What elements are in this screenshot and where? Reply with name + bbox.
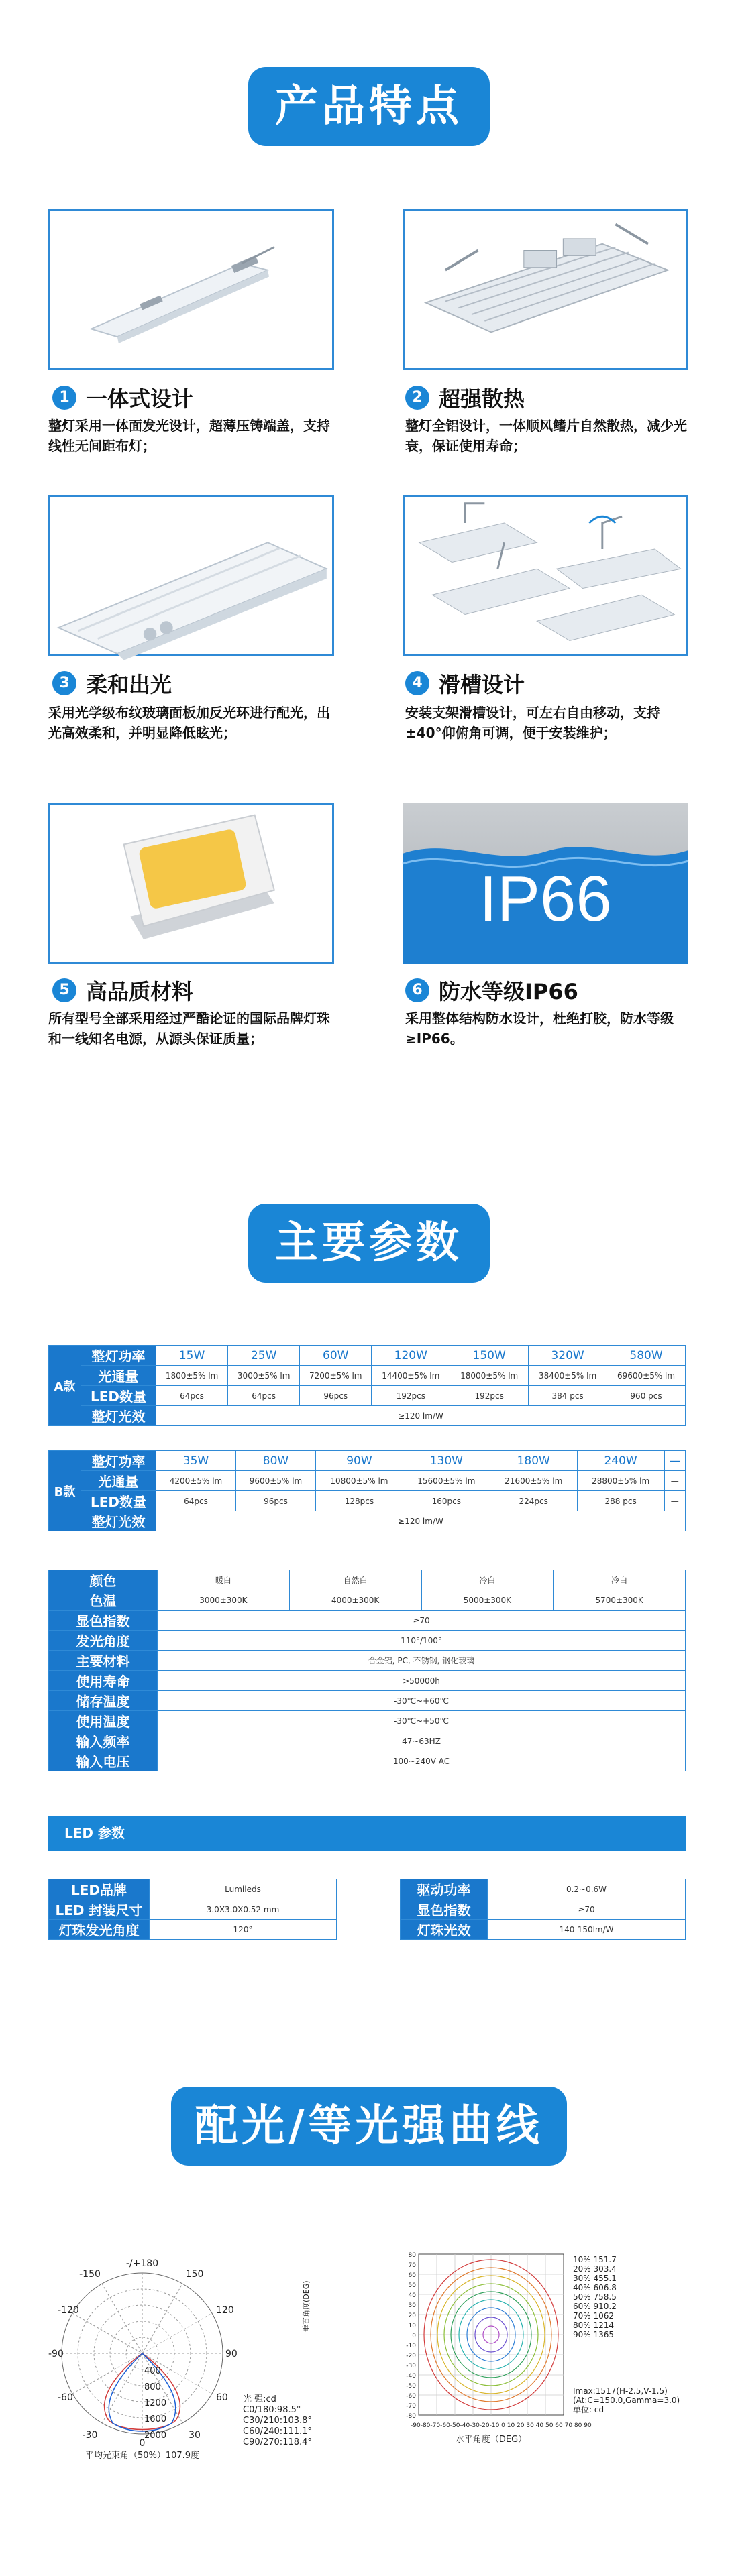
polar-angle-label: -90 <box>48 2349 64 2359</box>
polar-legend-item: C60/240:111.1° <box>243 2426 312 2437</box>
polar-angle-label: -120 <box>58 2305 79 2316</box>
feature-heading-6 <box>405 975 578 1006</box>
feature-image-integrated <box>48 209 334 370</box>
cell: 4200±5% lm <box>156 1471 236 1491</box>
cell: — <box>664 1451 685 1471</box>
feature-description-4: 安装支架滑槽设计，可左右自由移动，支持±40°仰俯角可调，便于安装维护； <box>405 705 660 741</box>
row-label: 输入电压 <box>49 1751 158 1771</box>
cell: >50000h <box>158 1671 686 1691</box>
cell: 150W <box>450 1346 529 1366</box>
feature-name: 高品质材料 <box>86 979 194 1004</box>
cell: 69600±5% lm <box>607 1366 686 1386</box>
feature-heading-3 <box>52 668 172 699</box>
cell: 15W <box>156 1346 228 1366</box>
spec-table-a <box>48 1345 686 1426</box>
cell: 320W <box>529 1346 607 1366</box>
cell: 0.2~0.6W <box>488 1879 686 1899</box>
feature-description-3: 采用光学级布纹玻璃面板加反光环进行配光，出光高效柔和，并明显降低眩光； <box>48 705 330 741</box>
polar-angle-label: 0 <box>139 2438 146 2449</box>
iso-legend-item: 30% 455.1 <box>573 2274 617 2283</box>
section-title-features: 产品特点 <box>248 67 490 146</box>
cell: 192pcs <box>372 1386 450 1406</box>
iso-legend-item: 50% 758.5 <box>573 2292 617 2302</box>
polar-radius-label: 800 <box>144 2382 161 2392</box>
cell: 128pcs <box>316 1491 403 1511</box>
cell: ≥120 lm/W <box>156 1511 686 1531</box>
feature-name: 超强散热 <box>439 386 525 412</box>
row-label: 储存温度 <box>49 1691 158 1711</box>
polar-angle-label: 120 <box>216 2305 234 2316</box>
polar-angle-label: 60 <box>216 2392 228 2403</box>
polar-radius-label: 1600 <box>144 2414 167 2424</box>
feature-number: 6 <box>405 978 429 1002</box>
cell: 合金铝, PC, 不锈钢, 钢化玻璃 <box>158 1651 686 1671</box>
feature-image-led-chip <box>48 803 334 964</box>
cell: 1800±5% lm <box>156 1366 228 1386</box>
feature-name: 一体式设计 <box>86 386 194 412</box>
cell: 120° <box>150 1920 337 1940</box>
feature-description-5: 所有型号全部采用经过严酷论证的国际品牌灯珠和一线知名电源，从源头保证质量； <box>48 1010 330 1047</box>
polar-angle-label: 90 <box>225 2349 238 2359</box>
feature-number: 2 <box>405 386 429 410</box>
table-side-label: B款 <box>49 1451 81 1531</box>
feature-heading-1 <box>52 382 193 413</box>
iso-y-tick: 80 <box>408 2252 416 2259</box>
cell: — <box>664 1471 685 1491</box>
iso-y-tick: 50 <box>408 2282 416 2289</box>
cell: 64pcs <box>228 1386 300 1406</box>
iso-info: (At:C=150.0,Gamma=3.0) <box>573 2396 680 2405</box>
cell: 224pcs <box>490 1491 577 1511</box>
cell: 140-150lm/W <box>488 1920 686 1940</box>
row-label: 使用温度 <box>49 1711 158 1731</box>
cell: 96pcs <box>236 1491 316 1511</box>
polar-legend-item: C90/270:118.4° <box>243 2437 312 2447</box>
cell: 64pcs <box>156 1491 236 1511</box>
feature-description-6: 采用整体结构防水设计，杜绝打胶，防水等级≥IP66。 <box>405 1010 674 1047</box>
feature-description-1: 整灯采用一体面发光设计，超薄压铸端盖，支持线性无间距布灯； <box>48 418 330 454</box>
row-label-led: LED数量 <box>81 1491 156 1511</box>
cell: 暖白 <box>158 1570 290 1590</box>
feature-name: 防水等级IP66 <box>439 979 578 1004</box>
cell: 21600±5% lm <box>490 1471 577 1491</box>
cell: 3.0X3.0X0.52 mm <box>150 1899 337 1920</box>
cell: 64pcs <box>156 1386 228 1406</box>
polar-angle-label: -60 <box>58 2392 73 2403</box>
iso-x-tick-labels: -90-80-70-60-50-40-30-20-10 0 10 20 30 40 50 60 70 80 90 <box>411 2422 592 2429</box>
ip66-label: IP66 <box>479 863 612 935</box>
cell: 3000±300K <box>158 1590 290 1611</box>
led-params-left <box>48 1879 337 1940</box>
row-label-flux: 光通量 <box>81 1366 156 1386</box>
row-label: 输入频率 <box>49 1731 158 1751</box>
polar-legend-item: 光 强:cd <box>243 2394 276 2404</box>
iso-info: 单位: cd <box>573 2405 604 2414</box>
row-label-efficacy: 整灯光效 <box>81 1511 156 1531</box>
iso-y-tick: 20 <box>408 2312 416 2319</box>
iso-y-tick: 30 <box>408 2302 416 2309</box>
feature-number: 1 <box>52 386 76 410</box>
polar-radius-label: 400 <box>144 2366 161 2376</box>
iso-y-tick: -40 <box>406 2373 416 2380</box>
section-title-curves: 配光/等光强曲线 <box>171 2087 567 2166</box>
iso-y-tick: -60 <box>406 2393 416 2400</box>
spec-table-b <box>48 1450 686 1531</box>
polar-radius-label: 1200 <box>144 2398 167 2408</box>
iso-y-tick: 60 <box>408 2272 416 2279</box>
iso-legend-item: 40% 606.8 <box>573 2283 617 2292</box>
iso-y-tick: -30 <box>406 2363 416 2369</box>
cell: 38400±5% lm <box>529 1366 607 1386</box>
row-label: 显色指数 <box>49 1611 158 1631</box>
row-label: LED品牌 <box>49 1879 150 1899</box>
section-title-params: 主要参数 <box>248 1204 490 1283</box>
spec-table-general <box>48 1570 686 1771</box>
led-params-right <box>400 1879 686 1940</box>
polar-angle-label: 150 <box>185 2269 204 2280</box>
cell: 120W <box>372 1346 450 1366</box>
cell: 10800±5% lm <box>316 1471 403 1491</box>
row-label-led: LED数量 <box>81 1386 156 1406</box>
row-label: 灯珠发光角度 <box>49 1920 150 1940</box>
cell: 288 pcs <box>577 1491 664 1511</box>
feature-image-soft-light <box>48 495 334 656</box>
feature-image-ip66 <box>403 803 688 964</box>
cell: 100~240V AC <box>158 1751 686 1771</box>
polar-angle-label: -150 <box>79 2269 101 2280</box>
iso-y-tick: -80 <box>406 2413 416 2420</box>
cell: 160pcs <box>403 1491 490 1511</box>
iso-legend-item: 20% 303.4 <box>573 2264 617 2274</box>
polar-angle-label: -30 <box>82 2430 98 2441</box>
row-label: 使用寿命 <box>49 1671 158 1691</box>
row-label-power: 整灯功率 <box>81 1346 156 1366</box>
feature-name: 柔和出光 <box>86 672 172 697</box>
polar-angle-label: -/+180 <box>125 2258 159 2269</box>
cell: 自然白 <box>289 1570 421 1590</box>
cell: 5700±300K <box>554 1590 686 1611</box>
iso-y-tick: 0 <box>412 2333 416 2339</box>
feature-heading-5 <box>52 975 193 1006</box>
cell: 80W <box>236 1451 316 1471</box>
row-label: 灯珠光效 <box>401 1920 488 1940</box>
feature-name: 滑槽设计 <box>439 672 525 697</box>
iso-y-tick: 70 <box>408 2262 416 2269</box>
feature-image-heat-dissipation <box>403 209 688 370</box>
polar-legend-item: C30/210:103.8° <box>243 2416 312 2426</box>
cell: 15600±5% lm <box>403 1471 490 1491</box>
cell: — <box>664 1491 685 1511</box>
polar-caption: 平均光束角（50%）107.9度 <box>85 2451 200 2461</box>
cell: 18000±5% lm <box>450 1366 529 1386</box>
iso-info: Imax:1517(H-2.5,V-1.5) <box>573 2386 668 2396</box>
cell: 冷白 <box>554 1570 686 1590</box>
cell: 7200±5% lm <box>300 1366 372 1386</box>
cell: 240W <box>577 1451 664 1471</box>
polar-light-distribution-diagram <box>48 2246 344 2461</box>
cell: 9600±5% lm <box>236 1471 316 1491</box>
iso-y-tick: 10 <box>408 2323 416 2329</box>
iso-legend-item: 90% 1365 <box>573 2330 615 2339</box>
cell: ≥70 <box>488 1899 686 1920</box>
cell: 冷白 <box>421 1570 554 1590</box>
cell: 5000±300K <box>421 1590 554 1611</box>
iso-legend-item: 70% 1062 <box>573 2311 615 2321</box>
isocandela-diagram <box>302 2246 719 2461</box>
iso-y-tick: -10 <box>406 2343 416 2349</box>
row-label-color: 颜色 <box>49 1570 158 1590</box>
cell: 96pcs <box>300 1386 372 1406</box>
cell: 3000±5% lm <box>228 1366 300 1386</box>
iso-legend-item: 80% 1214 <box>573 2321 615 2330</box>
iso-x-axis-label: 水平角度（DEG） <box>455 2435 527 2445</box>
cell: 25W <box>228 1346 300 1366</box>
table-side-label: A款 <box>49 1346 81 1426</box>
iso-y-tick: -20 <box>406 2353 416 2359</box>
led-params-title: LED 参数 <box>48 1816 686 1851</box>
row-label: 主要材料 <box>49 1651 158 1671</box>
row-label-flux: 光通量 <box>81 1471 156 1491</box>
polar-radius-label: 2000 <box>144 2431 167 2441</box>
cell: 47~63HZ <box>158 1731 686 1751</box>
feature-heading-4 <box>405 668 525 699</box>
cell: 960 pcs <box>607 1386 686 1406</box>
row-label: 驱动功率 <box>401 1879 488 1899</box>
iso-y-axis-label: 垂直角度(DEG) <box>302 2280 311 2332</box>
cell: 4000±300K <box>289 1590 421 1611</box>
feature-number: 3 <box>52 671 76 695</box>
iso-y-tick: 40 <box>408 2292 416 2299</box>
cell: 110°/100° <box>158 1631 686 1651</box>
row-label-cct: 色温 <box>49 1590 158 1611</box>
iso-y-tick: -70 <box>406 2403 416 2410</box>
cell: 90W <box>316 1451 403 1471</box>
cell: 28800±5% lm <box>577 1471 664 1491</box>
cell: 14400±5% lm <box>372 1366 450 1386</box>
iso-y-tick: -50 <box>406 2383 416 2390</box>
cell: Lumileds <box>150 1879 337 1899</box>
feature-number: 5 <box>52 978 76 1002</box>
cell: ≥70 <box>158 1611 686 1631</box>
cell: -30℃~+60℃ <box>158 1691 686 1711</box>
row-label: 发光角度 <box>49 1631 158 1651</box>
cell: 180W <box>490 1451 577 1471</box>
feature-image-slide-rail <box>403 495 688 656</box>
feature-description-2: 整灯全铝设计，一体顺风鳍片自然散热，减少光衰，保证使用寿命； <box>405 418 687 454</box>
polar-angle-label: 30 <box>189 2430 201 2441</box>
feature-number: 4 <box>405 671 429 695</box>
cell: 384 pcs <box>529 1386 607 1406</box>
cell: -30℃~+50℃ <box>158 1711 686 1731</box>
row-label: 显色指数 <box>401 1899 488 1920</box>
feature-heading-2 <box>405 382 525 413</box>
iso-legend-item: 60% 910.2 <box>573 2302 617 2311</box>
iso-legend-item: 10% 151.7 <box>573 2255 617 2264</box>
row-label: LED 封装尺寸 <box>49 1899 150 1920</box>
cell: 60W <box>300 1346 372 1366</box>
cell: 580W <box>607 1346 686 1366</box>
cell: ≥120 lm/W <box>156 1406 686 1426</box>
polar-legend-item: C0/180:98.5° <box>243 2405 301 2415</box>
cell: 130W <box>403 1451 490 1471</box>
row-label-power: 整灯功率 <box>81 1451 156 1471</box>
cell: 192pcs <box>450 1386 529 1406</box>
cell: 35W <box>156 1451 236 1471</box>
row-label-efficacy: 整灯光效 <box>81 1406 156 1426</box>
